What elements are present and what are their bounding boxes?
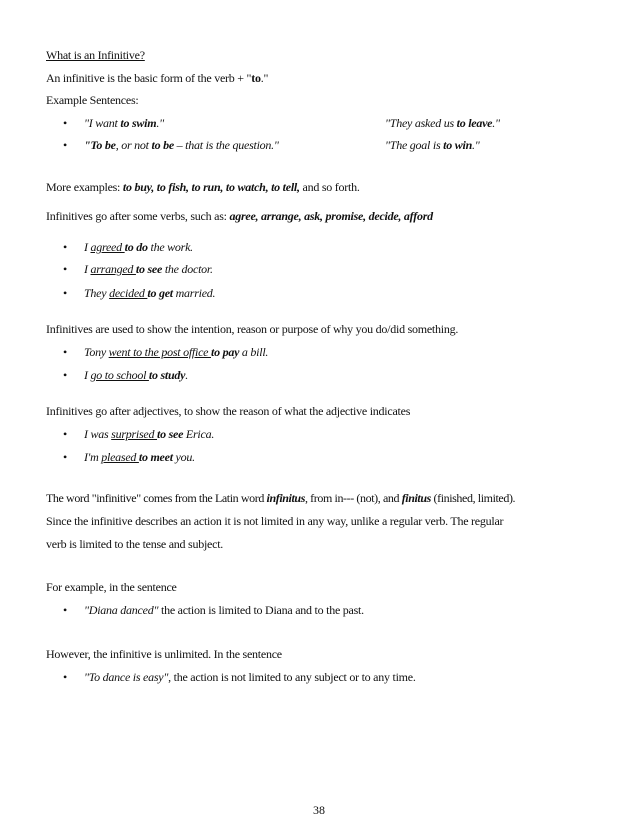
purpose-example-1-pre: Tony (84, 345, 109, 359)
verb-example-3 (84, 286, 215, 301)
verb-example-1 (84, 240, 193, 255)
purpose-example-1 (84, 345, 268, 360)
however-paragraph: However, the infinitive is unlimited. In the sentence (46, 647, 282, 661)
origin-latin-2: finitus (401, 491, 431, 505)
after-verbs (46, 209, 433, 224)
verb-example-2-infinitive: to see (135, 262, 163, 276)
bullet: • (63, 116, 68, 130)
verb-example-3-infinitive: to get (147, 286, 173, 300)
origin-paragraph (46, 491, 515, 506)
purpose-example-2-pre: I (84, 368, 91, 382)
bullet: • (63, 240, 68, 254)
adjective-example-1-infinitive: to see (157, 427, 184, 441)
after-verbs-pre: Infinitives go after some verbs, such as: (46, 209, 230, 223)
example-3-infinitive-1: "To be (84, 138, 116, 152)
bullet: • (63, 345, 68, 359)
after-verbs-list: agree, arrange, ask, promise, decide, afford (229, 209, 433, 223)
example-1-post: ." (156, 116, 164, 130)
definition-pre: An infinitive is the basic form of the verb + " (46, 71, 252, 85)
example-2-pre: "They asked us (385, 116, 457, 130)
bullet: • (63, 427, 68, 441)
adjective-example-1-post: Erica. (183, 427, 215, 441)
adjective-example-2-pre: I'm (84, 450, 102, 464)
origin-latin-1: infinitus (266, 491, 305, 505)
purpose-example-1-infinitive: to pay (210, 345, 240, 359)
bullet: • (63, 603, 68, 617)
purpose-example-2-action: go to school (90, 368, 149, 382)
limited-example-quote: "Diana danced" (84, 603, 159, 617)
verb-example-1-pre: I (84, 240, 91, 254)
explanation-line-1: Since the infinitive describes an action it is not limited in any way, unlike a regular verb. The regular (46, 514, 504, 528)
limited-example (84, 603, 364, 618)
purpose-example-1-action: went to the post office (108, 345, 211, 359)
example-3 (84, 138, 279, 153)
verb-example-1-infinitive: to do (124, 240, 148, 254)
page-number: 38 (313, 803, 325, 817)
adjective-example-2-adjective: pleased (101, 450, 139, 464)
purpose-example-2-infinitive: to study (148, 368, 186, 382)
verb-example-1-post: the work. (147, 240, 193, 254)
example-3-post: – that is the question." (173, 138, 279, 152)
bullet: • (63, 368, 68, 382)
bullet: • (63, 286, 68, 300)
purpose-example-1-post: a bill. (239, 345, 269, 359)
adjective-example-2 (84, 450, 195, 465)
bullet: • (63, 138, 68, 152)
examples-label: Example Sentences: (46, 93, 139, 107)
bullet: • (63, 450, 68, 464)
unlimited-example-post: , the action is not limited to any subject or to any time. (168, 670, 416, 684)
verb-example-3-post: married. (172, 286, 216, 300)
example-4 (385, 138, 480, 153)
more-examples-list: to buy, to fish, to run, to watch, to tell, (122, 180, 300, 194)
bullet: • (63, 670, 68, 684)
example-2 (385, 116, 500, 131)
example-1-pre: "I want (84, 116, 121, 130)
example-2-post: ." (492, 116, 500, 130)
more-examples-pre: More examples: (46, 180, 123, 194)
origin-pre: The word "infinitive" comes from the Latin word (46, 491, 267, 505)
heading: What is an Infinitive? (46, 48, 145, 62)
example-4-pre: "The goal is (385, 138, 444, 152)
example-3-infinitive-2: to be (151, 138, 174, 152)
verb-example-2-pre: I (84, 262, 91, 276)
definition-post: ." (260, 71, 269, 85)
more-examples (46, 180, 360, 195)
origin-mid: , from in--- (not), and (304, 491, 402, 505)
example-1-infinitive: to swim (120, 116, 157, 130)
adjectives-paragraph: Infinitives go after adjectives, to show the reason of what the adjective indicates (46, 404, 411, 418)
for-example: For example, in the sentence (46, 580, 177, 594)
verb-example-3-pre: They (84, 286, 110, 300)
adjective-example-2-post: you. (172, 450, 195, 464)
verb-example-3-verb: decided (109, 286, 148, 300)
purpose-example-2-post: . (185, 368, 189, 382)
adjective-example-1 (84, 427, 214, 442)
purpose-paragraph: Infinitives are used to show the intention, reason or purpose of why you do/did something. (46, 322, 459, 336)
verb-example-2 (84, 262, 213, 277)
example-2-infinitive: to leave (456, 116, 493, 130)
bullet: • (63, 262, 68, 276)
verb-example-2-post: the doctor. (162, 262, 213, 276)
example-1 (84, 116, 164, 131)
origin-post: (finished, limited). (430, 491, 516, 505)
verb-example-2-verb: arranged (90, 262, 136, 276)
example-4-infinitive: to win (443, 138, 472, 152)
adjective-example-2-infinitive: to meet (138, 450, 173, 464)
unlimited-example-quote: "To dance is easy" (84, 670, 169, 684)
more-examples-post: and so forth. (299, 180, 360, 194)
adjective-example-1-adjective: surprised (111, 427, 158, 441)
example-4-post: ." (472, 138, 480, 152)
unlimited-example (84, 670, 416, 685)
definition-word: to (251, 71, 261, 85)
adjective-example-1-pre: I was (84, 427, 112, 441)
limited-example-post: the action is limited to Diana and to the past. (158, 603, 364, 617)
purpose-example-2 (84, 368, 188, 383)
definition (46, 71, 268, 86)
verb-example-1-verb: agreed (90, 240, 125, 254)
explanation-line-2: verb is limited to the tense and subject. (46, 537, 224, 551)
example-3-mid: , or not (115, 138, 152, 152)
